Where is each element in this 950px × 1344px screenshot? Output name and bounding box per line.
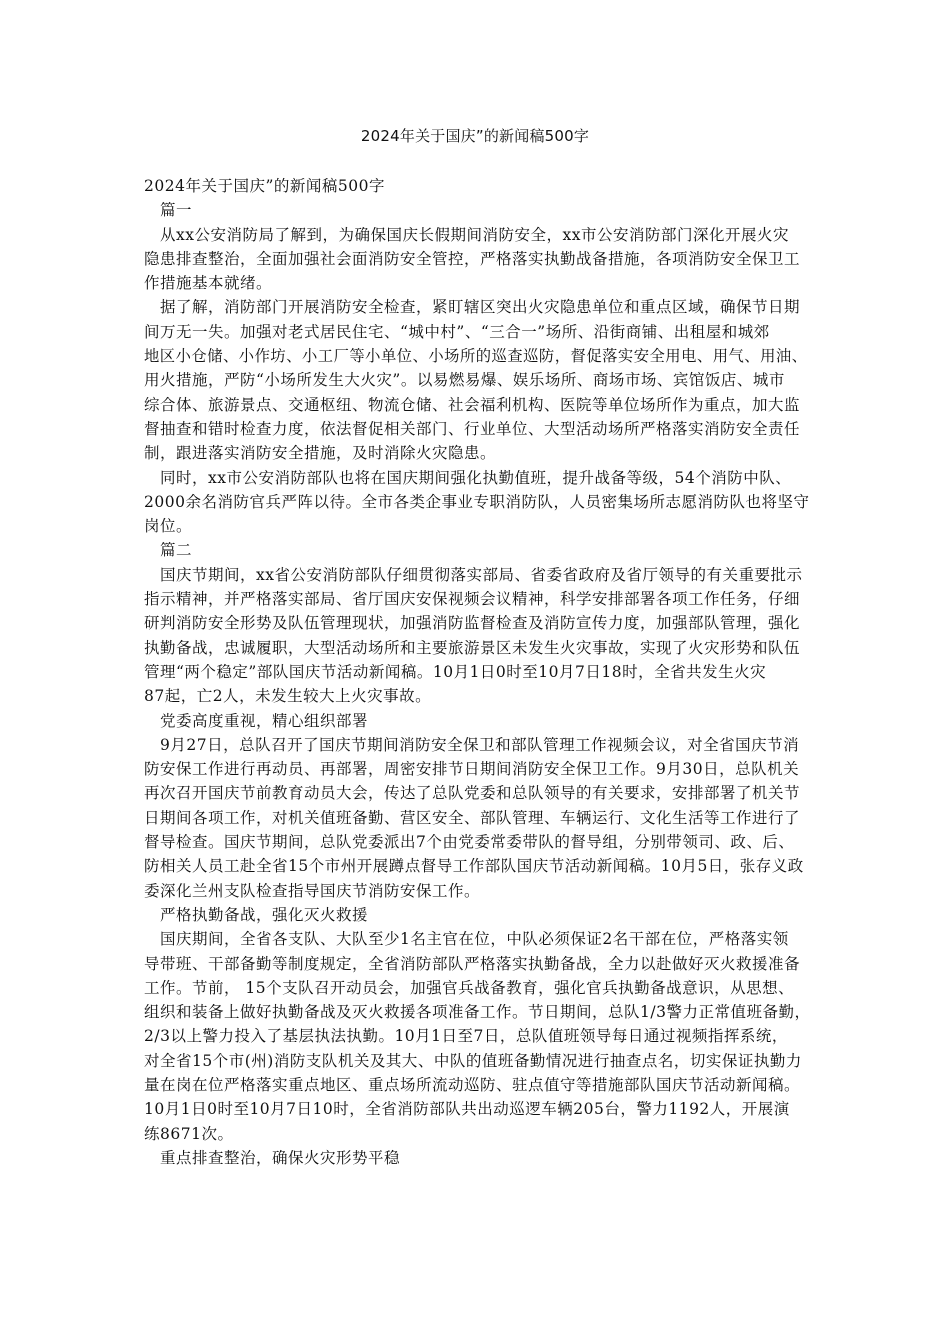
document-line: 重点排查整治，确保火灾形势平稳 xyxy=(160,1148,401,1167)
document-line: 督抽查和错时检查力度，依法督促相关部门、行业单位、大型活动场所严格落实消防安全责任 xyxy=(144,419,801,438)
document-line: 管理“两个稳定”部队国庆节活动新闻稿。10月1日0时至10月7日18时，全省共发生火灾 xyxy=(144,662,767,681)
document-line: 9月27日，总队召开了国庆节期间消防安全保卫和部队管理工作视频会议，对全省国庆节消 xyxy=(160,735,800,754)
document-line: 87起，亡2人，未发生较大上火灾事故。 xyxy=(144,687,432,706)
document-line: 研判消防安全形势及队伍管理现状，加强消防监督检查及消防宣传力度，加强部队管理，强化 xyxy=(144,614,801,633)
document-line: 同时，xx市公安消防部队也将在国庆期间强化执勤值班，提升战备等级，54个消防中队、 xyxy=(160,468,792,487)
document-line: 隐患排查整治，全面加强社会面消防安全管控，严格落实执勤战备措施，各项消防安全保卫工 xyxy=(144,249,801,268)
document-line: 执勤备战，忠诚履职，大型活动场所和主要旅游景区未发生火灾事故，实现了火灾形势和队伍 xyxy=(144,638,801,657)
document-line: 作措施基本就绪。 xyxy=(144,274,273,293)
document-line: 2/3以上警力投入了基层执法执勤。10月1日至7日，总队值班领导每日通过视频指挥系统， xyxy=(144,1027,788,1046)
document-line: 对全省15个市(州)消防支队机关及其大、中队的值班备勤情况进行抽查点名，切实保证执勤力 xyxy=(144,1051,802,1070)
document-line: 防相关人员工赴全省15个市州开展蹲点督导工作部队国庆节活动新闻稿。10月5日，张存义政 xyxy=(144,857,804,876)
document-line: 国庆节期间，xx省公安消防部队仔细贯彻落实部局、省委省政府及省厅领导的有关重要批示 xyxy=(160,565,803,584)
document-line: 岗位。 xyxy=(144,517,193,536)
page-header-title: 2024年关于国庆”的新闻稿500字 xyxy=(360,127,590,145)
document-line: 工作。节前， 15个支队召开动员会，加强官兵战备教育，强化官兵执勤备战意识，从思想、 xyxy=(144,978,795,997)
document-line: 严格执勤备战，强化灭火救援 xyxy=(160,905,369,924)
document-line: 练8671次。 xyxy=(144,1124,234,1143)
document-line: 制，跟进落实消防安全措施，及时消除火灾隐患。 xyxy=(144,444,497,463)
document-line: 地区小仓储、小作坊、小工厂等小单位、小场所的巡查巡防，督促落实安全用电、用气、用油、 xyxy=(144,347,808,366)
document-line: 量在岗在位严格落实重点地区、重点场所流动巡防、驻点值守等措施部队国庆节活动新闻稿。 xyxy=(144,1075,801,1094)
document-line: 组织和装备上做好执勤备战及灭火救援各项准备工作。节日期间，总队1/3警力正常值班备勤， xyxy=(144,1003,811,1022)
document-line: 导带班、干部备勤等制度规定，全省消防部队严格落实执勤备战，全力以赴做好灭火救援准备 xyxy=(144,954,801,973)
document-line: 2024年关于国庆”的新闻稿500字 xyxy=(144,177,385,195)
document-line: 委深化兰州支队检查指导国庆节消防安保工作。 xyxy=(144,881,481,900)
document-line: 督导检查。国庆节期间，总队党委派出7个由党委常委带队的督导组，分别带领司、政、后、 xyxy=(144,833,795,852)
document-body xyxy=(144,174,810,1170)
document-line: 日期间各项工作，对机关值班备勤、营区安全、部队管理、车辆运行、文化生活等工作进行了 xyxy=(144,808,801,827)
document-line: 间万无一失。加强对老式居民住宅、“城中村”、“三合一”场所、沿街商铺、出租屋和城郊 xyxy=(144,322,770,341)
document-line: 篇一 xyxy=(160,201,193,220)
document-line: 10月1日0时至10月7日10时，全省消防部队共出动巡逻车辆205台，警力1192人，开展演 xyxy=(144,1100,790,1119)
document-line: 综合体、旅游景点、交通枢纽、物流仓储、社会福利机构、医院等单位场所作为重点，加大监 xyxy=(144,395,801,414)
document-line: 2000余名消防官兵严阵以待。全市各类企事业专职消防队，人员密集场所志愿消防队也将坚守 xyxy=(144,492,810,511)
document-line: 指示精神，并严格落实部局、省厅国庆安保视频会议精神，科学安排部署各项工作任务，仔细 xyxy=(144,590,801,609)
document-line: 党委高度重视，精心组织部署 xyxy=(160,711,369,730)
document-line: 用火措施，严防“小场所发生大火灾”。以易燃易爆、娱乐场所、商场市场、宾馆饭店、城市 xyxy=(144,371,785,390)
document-line: 国庆期间，全省各支队、大队至少1名主官在位，中队必须保证2名干部在位，严格落实领 xyxy=(160,930,789,949)
document-line: 篇二 xyxy=(160,541,193,560)
document-line: 防安保工作进行再动员、再部署，周密安排节日期间消防安全保卫工作。9月30日，总队机关 xyxy=(144,760,800,779)
document-line: 据了解，消防部门开展消防安全检查，紧盯辖区突出火灾隐患单位和重点区域，确保节日期 xyxy=(160,298,801,317)
document-line: 从xx公安消防局了解到，为确保国庆长假期间消防安全，xx市公安消防部门深化开展火灾 xyxy=(160,225,789,244)
document-line: 再次召开国庆节前教育动员大会，传达了总队党委和总队领导的有关要求，安排部署了机关节 xyxy=(144,784,801,803)
